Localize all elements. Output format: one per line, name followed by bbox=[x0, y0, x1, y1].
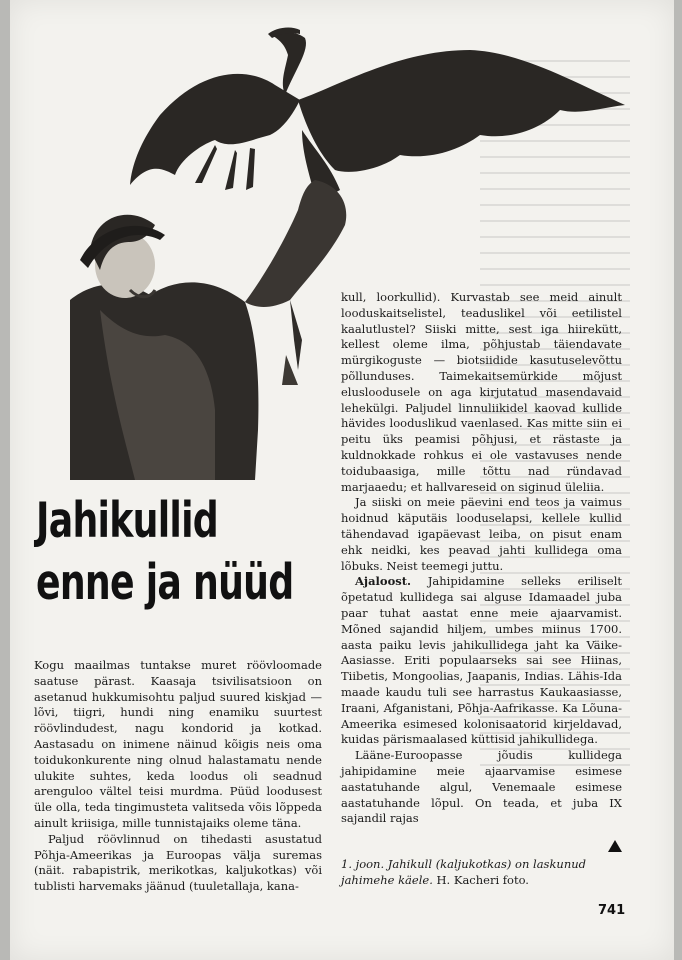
title-line-2: enne ja nüüd bbox=[36, 554, 294, 611]
eagle-figure bbox=[130, 27, 625, 193]
magazine-page bbox=[10, 0, 674, 960]
left-column bbox=[34, 658, 322, 895]
paragraph: Paljud röövlinnud on tihedasti asustatud Põhja-Ameerikas ja Euroopas välja suremas (näit. rabapistrik, merikotkas, kaljukotkas) või tublisti harvemaks jäänud (tuuletallaja, kana- bbox=[34, 831, 322, 894]
section-text: Jahipidamine selleks eriliselt õpetatud kullidega sai alguse Idamaadel juba paar tuhat aastat enne meie ajaarvamist. Mõned sajandid hiljem, umbes miinus 1700. aasta paiku levis jahikullidega jaht ka Väike-Aasiasse. Eriti populaarseks sai see Hiinas, Tiibetis, Mongoolias, Jaapanis, Indias. Lähis-Ida maade kaudu tuli see harrastus Kaukaasiasse, Iraani, Afganistani, Põhja-Aafrikasse. Ka Lõuna-Ameerika esimesed kolonisaatorid kirjeldavad, kuidas pärismaalased küttisid jahikullidega. bbox=[341, 574, 623, 747]
page-number: 741 bbox=[598, 903, 626, 918]
falconer-figure bbox=[70, 180, 346, 480]
title-line-1: Jahikullid bbox=[36, 492, 218, 549]
section-heading: Ajaloost. bbox=[355, 574, 412, 589]
right-column bbox=[341, 290, 622, 827]
photo-caption bbox=[341, 857, 622, 889]
section-paragraph bbox=[341, 574, 622, 748]
paragraph: Lääne-Euroopasse jõudis kullidega jahipidamine meie ajaarvamise esimese aastatuhande algul, Venemaale esimese aastatuhande lõpul. On teada, et juba IX sajandil rajas bbox=[341, 748, 622, 826]
continue-triangle-icon bbox=[608, 840, 622, 852]
paragraph: Kogu maailmas tuntakse muret röövloomade saatuse pärast. Kaasaja tsivilisatsioon on asetanud hukkumisohtu paljud suured kiskjad — lõvi, tiigri, hundi ning enamiku suurtest röövlindudest, nagu kondorid ja kotkad. Aastasadu on inimene näinud kõigis neis oma toidukonkurente ning olnud halastamatu nende ulukite suhtes, keda loodus oli seadnud arenguloo vältel teisi murdma. Püüd loodusest üle olla, teda tingimusteta valitseda võis lõppeda ainult kriisiga, mille tunnistajaiks oleme täna. bbox=[34, 658, 322, 830]
caption-text: 1. joon. Jahikull (kaljukotkas) on laskunud jahimehe käele. bbox=[341, 857, 587, 887]
article-title bbox=[36, 490, 294, 614]
paragraph: Ja siiski on meie päevini end teos ja vaimus hoidnud käputäis looduselapsi, kellele kullid tähendavad igapäevast leiba, on pisut enam ehk neidki, kes peavad jahti kullidega oma lõbuks. Neist teemegi juttu. bbox=[341, 495, 622, 573]
paragraph: kull, loorkullid). Kurvastab see meid ainult looduskaitselistel, teaduslikel või eetilistel kaalutlustel? Siiski mitte, sest iga hiirekütt, kellest oleme ilma, põhjustab täiendavate mürgikoguste — biotsiidide kasutuselevõttu põllunduses. Taimekaitsemürkide mõjust elusloodusele on aga kirjutatud masendavaid lehekülgi. Paljudel linnuliikidel kaovad kullide hävides looduslikud vaenlased. Kas mitte siin ei peitu üks peamisi põhjusi, et rästaste ja kuldnokkade rohkus ei ole vastavuses nende toidubaasiga, mille tõttu nad ründavad marjaaedu; et hallvareseid on siginud üleliia. bbox=[341, 290, 622, 494]
caption-credit: H. Kacheri foto. bbox=[436, 872, 529, 887]
